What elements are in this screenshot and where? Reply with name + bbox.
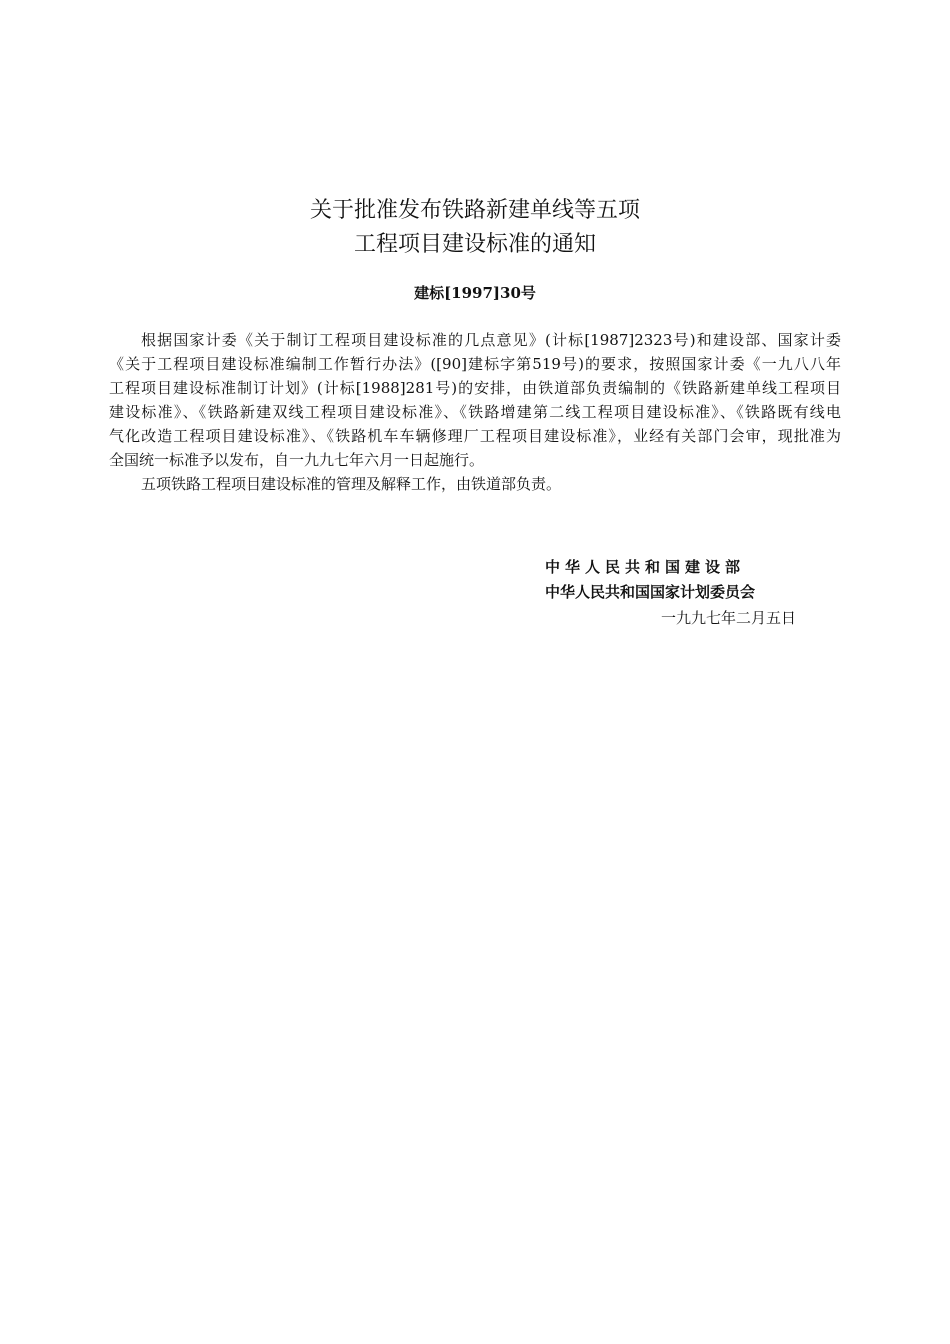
body-line-4: 建设标准》、《铁路新建双线工程项目建设标准》、《铁路增建第二线工程项目建设标准》、《铁路既有线电 [109, 403, 841, 421]
body-line-6: 全国统一标准予以发布，自一九九七年六月一日起施行。 [109, 451, 485, 469]
body-line-2: 《关于工程项目建设标准编制工作暂行办法》([90]建标字第519号)的要求，按照国家计委《一九八八年 [109, 355, 841, 373]
notice-title-line-1: 关于批准发布铁路新建单线等五项 [309, 198, 640, 223]
body-line-1: 根据国家计委《关于制订工程项目建设标准的几点意见》(计标[1987]2323号)和建设部、国家计委 [141, 331, 841, 349]
document-number: 建标[1997]30号 [414, 284, 536, 302]
signatory-ministry-of-construction: 中华人民共和国建设部 [545, 558, 746, 576]
notice-title-line-2: 工程项目建设标准的通知 [353, 232, 596, 257]
body-line-5: 气化改造工程项目建设标准》、《铁路机车车辆修理厂工程项目建设标准》，业经有关部门会审，现批准为 [109, 427, 841, 445]
body-line-7: 五项铁路工程项目建设标准的管理及解释工作，由铁道部负责。 [141, 475, 562, 493]
body-line-3: 工程项目建设标准制订计划》(计标[1988]281号)的安排，由铁道部负责编制的《铁路新建单线工程项目 [109, 379, 841, 397]
signatory-state-planning-commission: 中华人民共和国国家计划委员会 [545, 583, 756, 601]
issue-date: 一九九七年二月五日 [661, 609, 797, 627]
